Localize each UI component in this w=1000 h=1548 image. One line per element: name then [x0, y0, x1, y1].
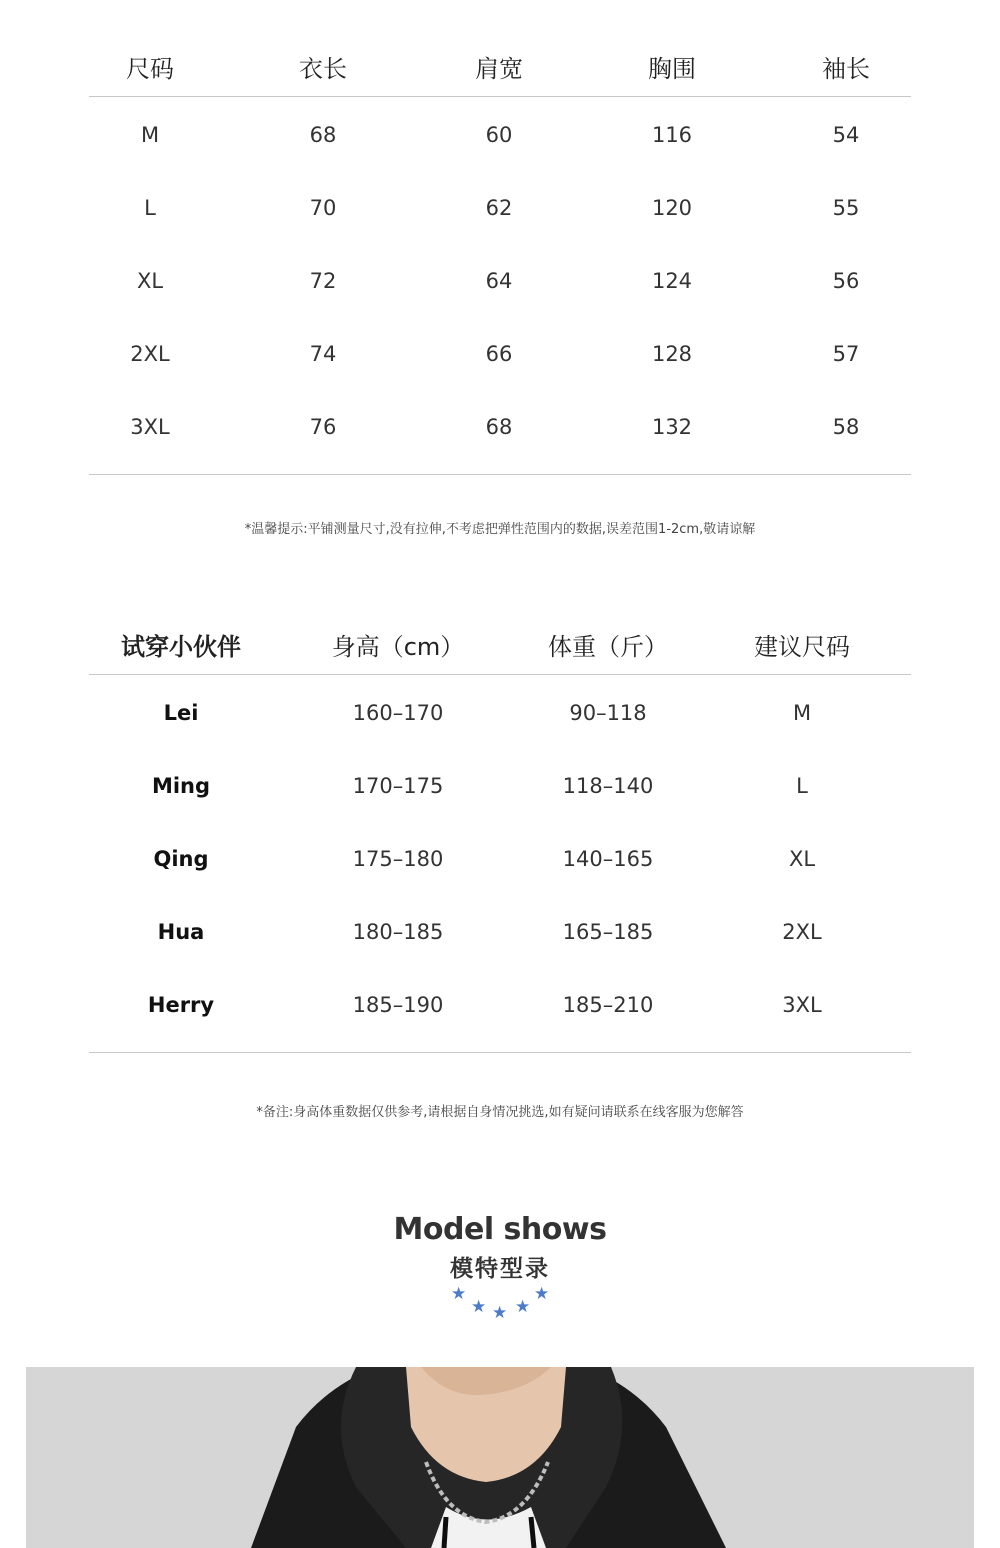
divider: [89, 674, 911, 675]
cell: 120: [651, 195, 693, 220]
cell: 57: [832, 341, 860, 366]
size-table-header: [89, 40, 911, 92]
cell: 185–190: [352, 992, 444, 1017]
table-row: [89, 676, 911, 749]
star-icon: ★: [451, 1284, 467, 1304]
cell: 72: [309, 268, 337, 293]
header-height: 身高（cm）: [331, 632, 465, 661]
cell: L: [796, 773, 808, 798]
size-note: *温馨提示:平铺测量尺寸,没有拉伸,不考虑把弹性范围内的数据,误差范围1-2cm,敬请谅解: [244, 522, 756, 537]
cell: 116: [651, 122, 693, 147]
model-name: Qing: [153, 846, 209, 871]
cell: 170–175: [352, 773, 444, 798]
table-row: [89, 244, 911, 317]
cell: 185–210: [562, 992, 654, 1017]
cell: 160–170: [352, 700, 444, 725]
size-table: [89, 40, 911, 475]
table-row: [89, 171, 911, 244]
divider: [89, 96, 911, 97]
header-weight: 体重（斤）: [548, 632, 668, 661]
divider: [89, 1052, 911, 1053]
fit-note: *备注:身高体重数据仅供参考,请根据自身情况挑选,如有疑问请联系在线客服为您解答: [256, 1105, 744, 1120]
cell: 70: [309, 195, 337, 220]
cell: 74: [309, 341, 337, 366]
cell: 54: [832, 122, 860, 147]
model-shows-subtitle: 模特型录: [450, 1256, 550, 1282]
cell: 3XL: [130, 414, 170, 439]
header-model: 试穿小伙伴: [121, 632, 241, 661]
header-sleeve: 袖长: [822, 54, 870, 83]
divider: [89, 474, 911, 475]
cell: 55: [832, 195, 860, 220]
fit-table-header: [89, 618, 911, 670]
star-icon: ★: [515, 1297, 531, 1317]
model-name: Ming: [151, 773, 211, 798]
cell: 118–140: [562, 773, 654, 798]
cell: 165–185: [562, 919, 654, 944]
cell: M: [792, 700, 812, 725]
table-row: [89, 895, 911, 968]
cell: 124: [651, 268, 693, 293]
fit-table: [89, 618, 911, 1053]
cell: 132: [651, 414, 693, 439]
cell: 58: [832, 414, 860, 439]
star-icon: ★: [534, 1284, 550, 1304]
cell: L: [144, 195, 156, 220]
table-row: [89, 822, 911, 895]
model-shows-title: Model shows: [393, 1212, 607, 1247]
model-photo: [26, 1367, 974, 1548]
cell: 68: [309, 122, 337, 147]
star-icon: ★: [492, 1303, 508, 1323]
table-row: [89, 390, 911, 463]
header-suggested-size: 建议尺码: [754, 632, 850, 661]
model-photo-illustration: [26, 1367, 974, 1548]
cell: 2XL: [130, 341, 170, 366]
cell: 66: [485, 341, 513, 366]
cell: 62: [485, 195, 513, 220]
cell: 64: [485, 268, 513, 293]
cell: M: [140, 122, 160, 147]
cell: XL: [788, 846, 816, 871]
model-name: Hua: [157, 919, 205, 944]
table-row: [89, 317, 911, 390]
cell: 76: [309, 414, 337, 439]
table-row: [89, 749, 911, 822]
cell: 180–185: [352, 919, 444, 944]
cell: XL: [136, 268, 164, 293]
cell: 128: [651, 341, 693, 366]
cell: 3XL: [782, 992, 822, 1017]
header-shoulder: 肩宽: [475, 54, 523, 83]
cell: 60: [485, 122, 513, 147]
header-size: 尺码: [126, 54, 174, 83]
header-chest: 胸围: [648, 54, 696, 83]
header-length: 衣长: [299, 54, 347, 83]
cell: 68: [485, 414, 513, 439]
stars-decoration: [440, 1283, 560, 1323]
table-row: [89, 968, 911, 1041]
table-row: [89, 98, 911, 171]
cell: 2XL: [782, 919, 822, 944]
cell: 90–118: [569, 700, 647, 725]
model-name: Lei: [163, 700, 199, 725]
cell: 140–165: [562, 846, 654, 871]
star-icon: ★: [471, 1297, 487, 1317]
model-name: Herry: [147, 992, 215, 1017]
cell: 175–180: [352, 846, 444, 871]
cell: 56: [832, 268, 860, 293]
